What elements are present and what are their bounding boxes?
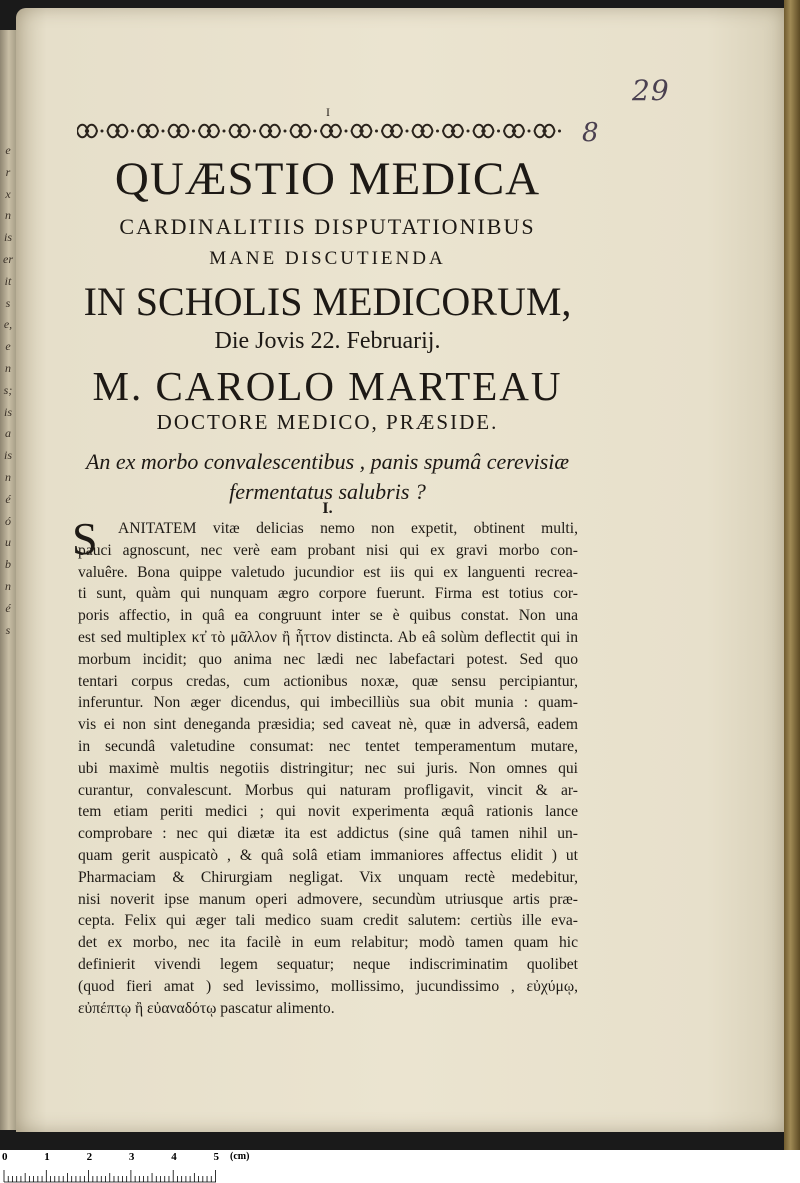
body-line: det ex morbo, nec ita facilè in eum relabitur; modò tamen quam hic — [78, 934, 578, 952]
ruler-number: 3 — [128, 1151, 135, 1163]
body-line: curantur, convalescunt. Morbus qui naturam profligavit, vincit & ar- — [78, 781, 578, 799]
fleuron-ornament — [474, 125, 501, 138]
fleuron-ornament — [169, 125, 196, 138]
fleuron-ornament — [504, 125, 531, 138]
body-line: morbum incidit; quo anima nec lædi nec labefactari potest. Sed quo — [78, 650, 578, 668]
margin-note-fragment: s — [5, 295, 11, 310]
fleuron-ornament — [413, 125, 440, 138]
title-subline: CARDINALITIIS DISPUTATIONIBUS — [119, 214, 536, 239]
fleuron-ornament — [230, 125, 257, 138]
ruler-number: 0 — [2, 1151, 8, 1163]
body-line: ubi maximè multis negotiis distringitur; nec sui juris. Non omnes qui — [78, 759, 578, 777]
margin-note-fragment: ó — [5, 513, 11, 528]
title-president-name: M. CAROLO MARTEAU — [92, 363, 563, 409]
margin-note-fragment: it — [4, 273, 12, 288]
margin-note-fragment: is — [3, 448, 12, 463]
fleuron-ornament — [138, 125, 165, 138]
fleuron-ornament — [535, 125, 562, 138]
margin-note-fragment: is — [3, 230, 12, 245]
margin-note-fragment: n — [5, 469, 11, 484]
ruler-ticks — [0, 1150, 240, 1183]
fleuron-ornament — [77, 125, 104, 138]
margin-note-fragment: u — [5, 535, 11, 550]
body-line: comprobare : nec qui diætæ ita est addictus (sine quâ tamen nihil un- — [78, 825, 578, 843]
book-binding-edge — [784, 0, 800, 1150]
fleuron-ornament — [260, 125, 287, 138]
drop-cap: S — [72, 513, 98, 564]
body-line: poris affectio, in quâ ea congruunt inter se è quibus constat. Non una — [78, 607, 578, 625]
question-line: fermentatus salubris ? — [229, 479, 426, 504]
signature-mark: 8 — [582, 118, 599, 148]
body-line: in secundâ valetudine consumat: nec tentet temperamentum mutare, — [78, 737, 578, 755]
ruler-number: 2 — [86, 1151, 93, 1163]
section-number: I. — [322, 500, 333, 517]
margin-note-fragment: é — [5, 600, 11, 615]
body-line: valuêre. Bona quippe valetudo jucundior est iis qui ex languenti recrea- — [78, 563, 578, 581]
ruler-number: 1 — [44, 1151, 50, 1163]
fleuron-ornament — [443, 125, 470, 138]
fleuron-ornament — [108, 125, 135, 138]
title-president-role: DOCTORE MEDICO, PRÆSIDE. — [156, 410, 499, 434]
margin-note-fragment: a — [5, 426, 11, 441]
fleuron-ornament — [291, 125, 318, 138]
fleuron-ornament — [321, 125, 348, 138]
margin-note-fragment: n — [5, 360, 11, 375]
sheet-number: I — [326, 105, 330, 119]
ruler-unit: (cm) — [230, 1151, 250, 1162]
margin-note-fragment: s; — [3, 382, 13, 397]
body-line: tentari corpus credas, cum actionibus noxæ, quæ sensu percipiantur, — [78, 672, 578, 690]
body-line: inferuntur. Non æger dicendus, qui imbecilliùs sua obit munia : quam- — [78, 694, 578, 712]
title-date: Die Jovis 22. Februarij. — [214, 328, 441, 354]
body-line: est sed multiplex κτ̓ τὸ μᾶλλον ἢ ἧττον distincta. Ab eâ solùm deflectit qui in — [78, 628, 578, 646]
margin-note-fragment: e — [5, 143, 11, 157]
margin-note-fragment: er — [3, 251, 13, 266]
title-subline: MANE DISCUTIENDA — [209, 248, 446, 269]
left-margin-notes — [0, 140, 16, 641]
body-line: εὐπέπτῳ ἢ εὐαναδότῳ pascatur alimento. — [78, 999, 335, 1017]
folio-number: 29 — [632, 74, 670, 107]
body-line: ANITATEM vitæ delicias nemo non expetit, obtinent multi, — [118, 520, 578, 537]
body-line: cepta. Felix qui æger tali medico suam credit salutem: certiùs ille eva- — [78, 912, 578, 930]
measurement-ruler — [0, 1150, 800, 1183]
ruler-number: 5 — [213, 1151, 219, 1163]
fleuron-ornament — [199, 125, 226, 138]
margin-note-fragment: is — [3, 404, 12, 419]
fleuron-ornament — [382, 125, 409, 138]
title-location: IN SCHOLIS MEDICORUM, — [83, 279, 572, 324]
ruler-number: 4 — [171, 1151, 177, 1163]
body-line: vis ei non sint deneganda præsidia; sed caveat nè, quæ in adversâ, eadem — [78, 716, 578, 734]
margin-note-fragment: s — [5, 622, 11, 637]
margin-note-fragment: x — [5, 186, 11, 201]
body-line: ti sunt, quàm qui nunquam ægro corpore fuerunt. Firma est totius cor- — [78, 585, 578, 603]
margin-note-fragment: n — [5, 578, 11, 593]
margin-note-fragment: n — [5, 208, 11, 223]
margin-note-fragment: e — [5, 339, 11, 354]
fleuron-ornament — [352, 125, 379, 138]
body-line: tem etiam periti medici ; qui novit experimenta æquâ rationis lance — [78, 803, 578, 821]
body-line: definierit vivendi legem sequatur; neque indiscriminatim quolibet — [78, 955, 578, 973]
body-line: (quod fieri amat ) sed levissimo, mollissimo, jucundissimo , εὐχύμῳ, — [78, 977, 578, 995]
body-line: nisi noverit ipse manum operi admovere, secundùm utriusque artis præ- — [78, 890, 578, 908]
body-text — [72, 513, 578, 1019]
printers-ornament-band — [77, 120, 572, 142]
title-main: QUÆSTIO MEDICA — [114, 153, 541, 205]
margin-note-fragment: e, — [3, 317, 13, 332]
body-line: pauci agnoscunt, nec verè eam probant nisi qui ex gravi morbo con- — [78, 541, 578, 559]
margin-note-fragment: b — [5, 557, 11, 572]
body-line: quam gerit auspicatò , & quâ solâ etiam immaniores affectus elidit ) ut — [78, 846, 578, 864]
body-line: Pharmaciam & Chirurgiam negligat. Vix unquam rectè medebitur, — [78, 868, 578, 886]
question-line: An ex morbo convalescentibus , panis spumâ cerevisiæ — [85, 449, 570, 474]
margin-note-fragment: r — [5, 164, 11, 179]
margin-note-fragment: é — [5, 491, 11, 506]
thesis-question — [60, 447, 595, 507]
